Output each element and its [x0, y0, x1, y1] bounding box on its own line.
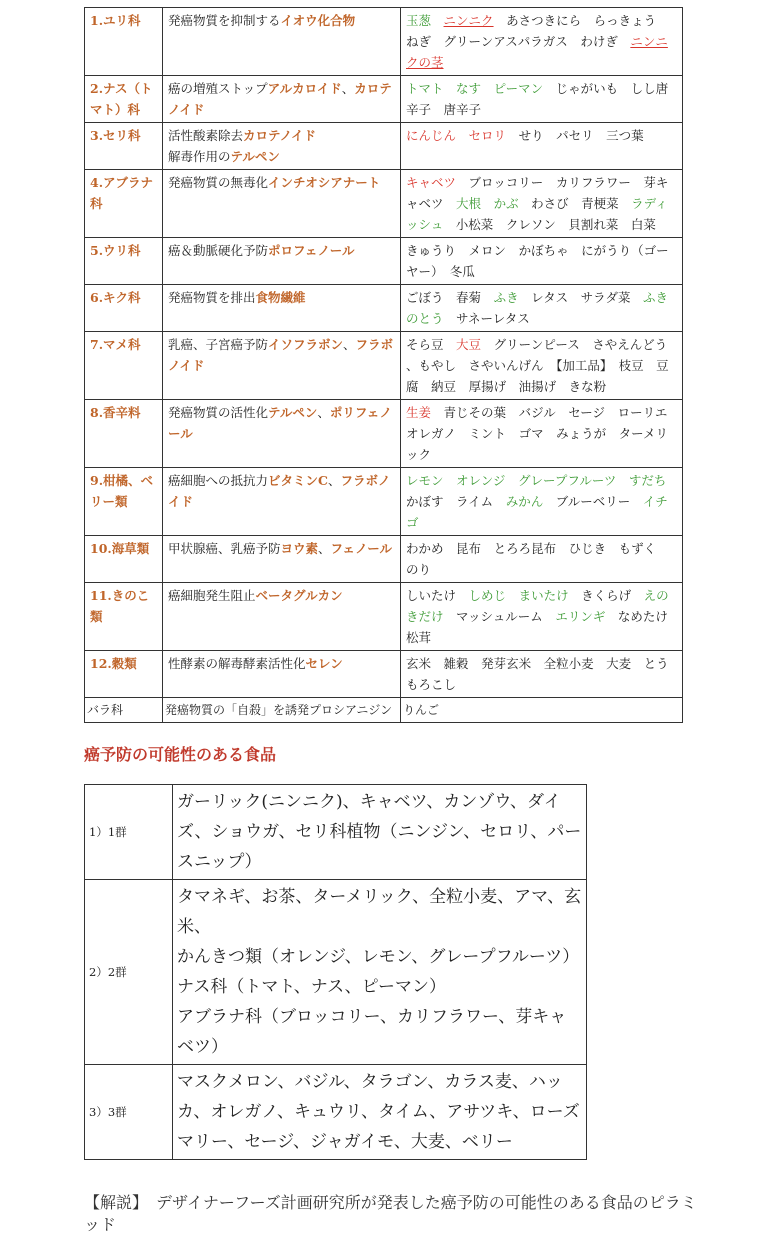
food-item: ターメリック — [406, 426, 669, 462]
food-item: きな粉 — [568, 379, 607, 394]
food-item: 全粒小麦 — [543, 656, 594, 671]
food-item: そら豆 — [406, 337, 444, 352]
food-item: グリーンピース — [493, 337, 580, 352]
food-item: まいたけ — [518, 588, 569, 603]
family-cell: 3.セリ科 — [85, 123, 163, 170]
mechanism-text: 癌細胞への抵抗力 — [168, 473, 269, 488]
mechanism-cell — [163, 583, 401, 651]
food-item: エリンギ — [555, 609, 606, 624]
compound-text: テルペン — [268, 405, 318, 420]
compound-text: セレン — [305, 656, 343, 671]
compound-text: ビタミンC — [268, 473, 328, 488]
food-item: 発芽玄米 — [481, 656, 532, 671]
mechanism-cell — [163, 651, 401, 698]
mechanism-text: 活性酸素除去 — [168, 128, 244, 143]
food-item: グリーンアスパラガス — [443, 34, 568, 49]
food-item: 昆布 — [456, 541, 482, 556]
mechanism-text: 性酵素の解毒酵素活性化 — [168, 656, 306, 671]
food-item: グレープフルーツ — [517, 473, 617, 488]
food-item: なめたけ — [617, 609, 668, 624]
vegetable-family-table — [84, 7, 683, 723]
compound-text: カロテノイド — [243, 128, 317, 143]
group-label: 2）2群 — [85, 880, 173, 1065]
compound-text: フェノール — [330, 541, 393, 556]
compound-text: ポリフェノール — [168, 405, 393, 441]
table-row — [85, 651, 683, 698]
table-row — [85, 698, 683, 723]
foods-cell — [401, 238, 683, 285]
food-item: かぶ — [493, 196, 519, 211]
mechanism-text: 発癌物質を排出 — [168, 290, 256, 305]
food-item: きゅうり — [406, 243, 457, 258]
group-foods — [173, 880, 587, 1065]
food-item: 【加工品】 — [556, 358, 607, 373]
food-item: とうもろこし — [406, 656, 669, 692]
family-cell: 10.海草類 — [85, 536, 163, 583]
foods-cell — [401, 651, 683, 698]
food-item: レタス — [531, 290, 569, 305]
compound-text: テルペン — [230, 149, 280, 164]
food-item: ライム — [456, 494, 494, 509]
food-item: ふきのとう — [406, 290, 669, 326]
mechanism-text: 、 — [343, 337, 356, 352]
food-item: サネーレタス — [456, 311, 530, 326]
family-cell: 7.マメ科 — [85, 332, 163, 400]
table-row — [85, 1065, 587, 1160]
group-foods-line: タマネギ、お茶、ターメリック、全粒小麦、アマ、玄米、 — [177, 887, 582, 937]
food-item: わけぎ — [580, 34, 618, 49]
compound-text: ポロフェノール — [268, 243, 355, 258]
food-item: カリフラワー — [555, 175, 631, 190]
food-item: ブロッコリー — [468, 175, 544, 190]
food-item: 納豆 — [431, 379, 457, 394]
family-cell: 8.香辛料 — [85, 400, 163, 468]
family-cell: 2.ナス（トマト）科 — [85, 76, 163, 123]
foods-cell: りんご — [401, 698, 683, 723]
food-item: レモン — [406, 473, 444, 488]
food-item: ブルーベリー — [555, 494, 631, 509]
table-row — [85, 170, 683, 238]
group-foods-line: マスクメロン、バジル、タラゴン、カラス麦、ハッカ、オレガノ、キュウリ、タイム、アサツキ、ローズマリー、セージ、ジャガイモ、大麦、ベリー — [177, 1072, 580, 1152]
food-item: 玄米 — [406, 656, 432, 671]
foods-cell — [401, 400, 683, 468]
food-item: ゴマ — [518, 426, 544, 441]
mechanism-text: 癌＆動脈硬化予防 — [168, 243, 269, 258]
food-item: かぼちゃ — [518, 243, 569, 258]
mechanism-text: 発癌物質の活性化 — [168, 405, 269, 420]
food-item: 芽キャベツ — [406, 175, 669, 211]
food-item: えのきだけ — [406, 588, 669, 624]
family-cell: 5.ウリ科 — [85, 238, 163, 285]
food-item: 白菜 — [630, 217, 656, 232]
family-cell: 9.柑橘、ベリー類 — [85, 468, 163, 536]
food-item: マッシュルーム — [456, 609, 543, 624]
food-item: オレガノ — [406, 426, 457, 441]
group-foods — [173, 1065, 587, 1160]
food-item: 貝割れ菜 — [568, 217, 619, 232]
table-row — [85, 536, 683, 583]
mechanism-text: 、 — [318, 541, 331, 556]
table-row — [85, 583, 683, 651]
table-row — [85, 123, 683, 170]
food-item: 生姜 — [406, 405, 432, 420]
section-title: 癌予防の可能性のある食品 — [84, 745, 277, 764]
vegetable-family-table-body — [85, 8, 683, 723]
food-item: あさつきにら — [506, 13, 582, 28]
mechanism-cell — [163, 332, 401, 400]
food-item: さやいんげん — [468, 358, 544, 373]
mechanism-text: 乳癌、子宮癌予防 — [168, 337, 269, 352]
compound-text: フラボノイド — [168, 337, 394, 373]
food-item: 、もやし — [406, 358, 457, 373]
food-item: メロン — [468, 243, 507, 258]
food-item: とろろ昆布 — [493, 541, 557, 556]
food-item: サラダ菜 — [580, 290, 631, 305]
food-item: きくらげ — [581, 588, 632, 603]
food-item: らっきょう — [593, 13, 657, 28]
food-item: 冬瓜 — [449, 264, 475, 279]
food-item: せり — [518, 128, 544, 143]
food-item: なす — [456, 81, 482, 96]
mechanism-cell — [163, 400, 401, 468]
food-item: 大豆 — [456, 337, 482, 352]
cancer-prevention-group-table — [84, 784, 587, 1160]
food-item: さやえんどう — [592, 337, 668, 352]
mechanism-text: 癌細胞発生阻止 — [168, 588, 256, 603]
group-label: 1）1群 — [85, 785, 173, 880]
compound-text: 食物繊維 — [255, 290, 306, 305]
mechanism-cell: 発癌物質の「自殺」を誘発プロシアニジン — [163, 698, 401, 723]
food-item: にんじん — [406, 128, 457, 143]
food-item: みかん — [505, 494, 544, 509]
family-cell: 12.穀類 — [85, 651, 163, 698]
table-row — [85, 468, 683, 536]
food-item: ニンニク — [443, 13, 494, 28]
food-item: ニンニクの茎 — [406, 34, 668, 70]
cancer-prevention-group-table-body — [85, 785, 587, 1160]
family-cell: バラ科 — [85, 698, 163, 723]
foods-cell — [401, 285, 683, 332]
family-cell: 1.ユリ科 — [85, 8, 163, 76]
food-item: トマト — [406, 81, 444, 96]
mechanism-text: 、 — [341, 81, 355, 96]
food-item: じゃがいも — [555, 81, 619, 96]
compound-text: ベータグルカン — [255, 588, 343, 603]
mechanism-text: 、 — [317, 405, 330, 420]
mechanism-cell — [163, 536, 401, 583]
table-row — [85, 76, 683, 123]
food-item: 雑穀 — [443, 656, 469, 671]
food-item: ミント — [468, 426, 507, 441]
food-item: キャベツ — [406, 175, 457, 190]
compound-text: インチオシアナート — [268, 175, 381, 190]
table-row — [85, 785, 587, 880]
group-label: 3）3群 — [85, 1065, 173, 1160]
mechanism-cell — [163, 8, 401, 76]
foods-cell — [401, 123, 683, 170]
table-row — [85, 238, 683, 285]
foods-cell — [401, 583, 683, 651]
foods-cell — [401, 468, 683, 536]
food-item: ふき — [493, 290, 519, 305]
family-cell: 4.アブラナ科 — [85, 170, 163, 238]
group-foods-line: ガーリック(ニンニク)、キャベツ、カンゾウ、ダイズ、ショウガ、セリ科植物（ニンジン、セロリ、パースニップ） — [177, 792, 582, 872]
mechanism-text: 発癌物質の無毒化 — [168, 175, 269, 190]
food-item: セージ — [568, 405, 606, 420]
food-item: わさび — [531, 196, 569, 211]
group-foods — [173, 785, 587, 880]
mechanism-cell — [163, 170, 401, 238]
food-item: もずく — [618, 541, 657, 556]
food-item: ラディッシュ — [406, 196, 668, 232]
mechanism-text: 、 — [327, 473, 341, 488]
table-row — [85, 332, 683, 400]
food-item: しいたけ — [406, 588, 457, 603]
food-item: 青じその葉 — [443, 405, 507, 420]
group-foods-line: アブラナ科（ブロッコリー、カリフラワー、芽キャベツ） — [177, 1007, 567, 1057]
compound-text: カロテノイド — [168, 81, 392, 117]
food-item: ひじき — [568, 541, 607, 556]
food-item: しし唐辛子 — [406, 81, 669, 117]
compound-text: フラボノイド — [168, 473, 391, 509]
food-item: かぼす — [406, 494, 444, 509]
food-item: イチゴ — [406, 494, 668, 530]
food-item: ねぎ — [406, 34, 432, 49]
food-item: クレソン — [505, 217, 556, 232]
food-item: バジル — [518, 405, 556, 420]
table-row — [85, 8, 683, 76]
mechanism-cell — [163, 468, 401, 536]
food-item: 三つ葉 — [606, 128, 644, 143]
mechanism-cell — [163, 238, 401, 285]
food-item: すだち — [628, 473, 667, 488]
food-item: 小松菜 — [455, 217, 494, 232]
food-item: 大麦 — [606, 656, 632, 671]
foods-cell — [401, 170, 683, 238]
group-foods-line: かんきつ類（オレンジ、レモン、グレープフルーツ） — [177, 947, 580, 967]
food-item: 油揚げ — [518, 379, 557, 394]
compound-text: ヨウ素 — [280, 541, 319, 556]
food-item: しめじ — [468, 588, 507, 603]
compound-text: イオウ化合物 — [280, 13, 356, 28]
food-item: パセリ — [556, 128, 594, 143]
food-item: 枝豆 — [618, 358, 644, 373]
food-item: 大根 — [456, 196, 482, 211]
group-foods-line: ナス科（トマト、ナス、ピーマン） — [177, 977, 446, 997]
food-item: みょうが — [556, 426, 607, 441]
food-item: 松茸 — [406, 630, 432, 645]
food-item: 春菊 — [456, 290, 482, 305]
table-row — [85, 285, 683, 332]
cut-off-text-bottom: 【解説】 デザイナーフーズ計画研究所が発表した癌予防の可能性のある食品のピラミッド — [84, 1193, 697, 1234]
compound-text: イソフラボン — [268, 337, 344, 352]
mechanism-cell — [163, 123, 401, 170]
family-cell: 6.キク科 — [85, 285, 163, 332]
mechanism-text: 癌の増殖ストップ — [168, 81, 268, 96]
food-item: 唐辛子 — [443, 102, 482, 117]
compound-text: アルカロイド — [267, 81, 342, 96]
food-item: ピーマン — [493, 81, 544, 96]
food-item: ごぼう — [406, 290, 444, 305]
food-item: オレンジ — [456, 473, 506, 488]
foods-cell — [401, 536, 683, 583]
mechanism-cell — [163, 76, 401, 123]
food-item: 玉葱 — [406, 13, 432, 28]
table-row — [85, 400, 683, 468]
food-item: 青梗菜 — [581, 196, 619, 211]
food-item: のり — [406, 562, 432, 577]
food-item: わかめ — [406, 541, 444, 556]
mechanism-cell — [163, 285, 401, 332]
food-item: ローリエ — [617, 405, 668, 420]
mechanism-text: 解毒作用の — [168, 149, 231, 164]
table-row — [85, 880, 587, 1065]
food-item: にがうり（ゴーヤー） — [406, 243, 669, 279]
family-cell: 11.きのこ類 — [85, 583, 163, 651]
foods-cell — [401, 8, 683, 76]
foods-cell — [401, 76, 683, 123]
food-item: セロリ — [468, 128, 507, 143]
mechanism-text: 甲状腺癌、乳癌予防 — [168, 541, 281, 556]
food-item: 厚揚げ — [468, 379, 507, 394]
mechanism-text: 発癌物質を抑制する — [168, 13, 281, 28]
foods-cell — [401, 332, 683, 400]
food-item: 豆腐 — [406, 358, 669, 394]
